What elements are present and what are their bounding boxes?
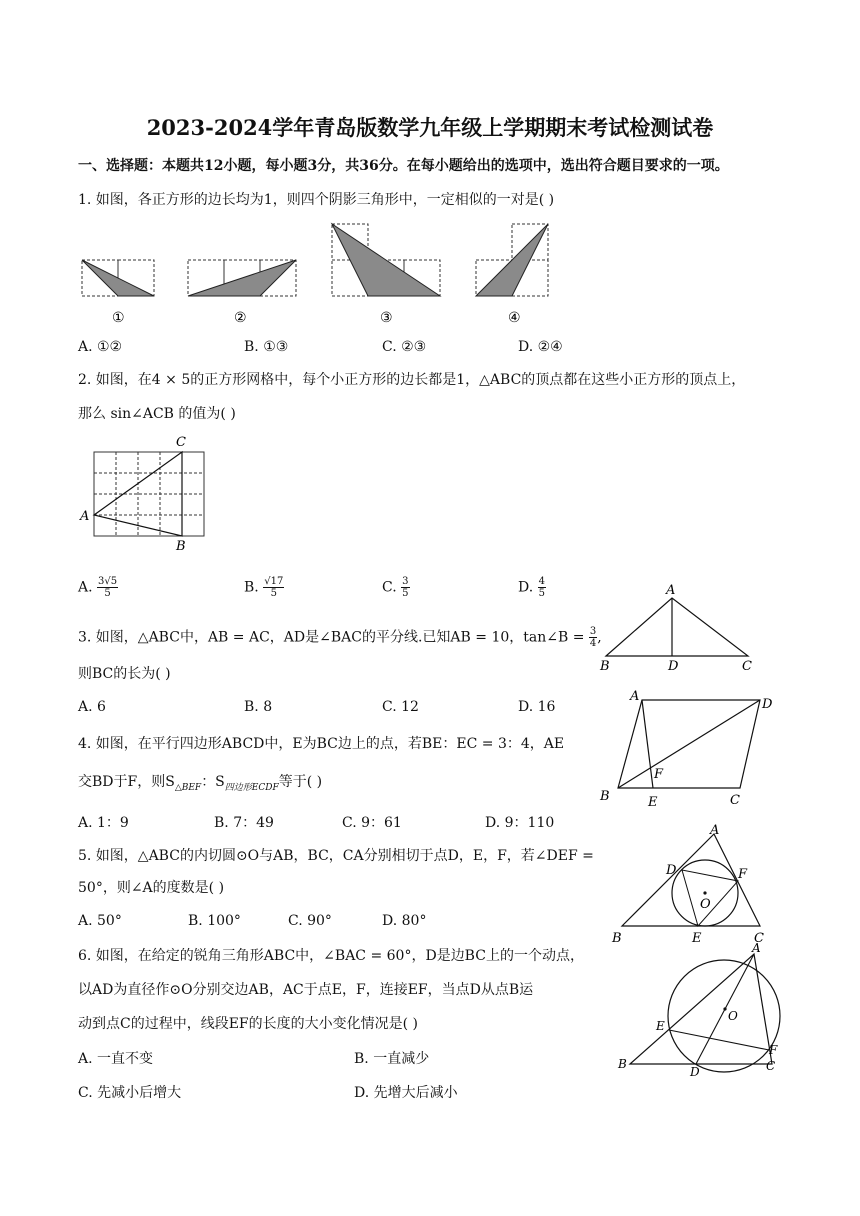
- q5-center-point: [703, 891, 706, 894]
- q2-option-b-den: 5: [270, 588, 277, 599]
- q4-sub-bef: △BEF: [174, 782, 202, 793]
- q1-option-c[interactable]: C. ②③: [382, 339, 427, 355]
- q1-triangle-2: [188, 260, 296, 296]
- q3-stem-end: ,: [597, 629, 602, 646]
- q2-option-c-label: C.: [382, 579, 397, 596]
- q2-label-c: C: [176, 435, 186, 450]
- q2-option-a-num: 3√5: [98, 576, 118, 587]
- q2-option-c-den: 5: [402, 588, 409, 599]
- q5-label-o: O: [700, 897, 711, 912]
- q2-option-b-label: B.: [244, 579, 259, 596]
- q4-option-b[interactable]: B. 7：49: [214, 815, 274, 831]
- q6-option-b[interactable]: B. 一直减少: [354, 1051, 430, 1067]
- q1-figure: [78, 218, 558, 330]
- q3-label-d: D: [668, 659, 679, 674]
- q6-label-o: O: [728, 1009, 738, 1023]
- q2-stem-line2: 那么 sin∠ACB 的值为( ): [78, 406, 236, 422]
- q5-option-a[interactable]: A. 50°: [78, 913, 122, 929]
- q5-figure: [604, 820, 774, 946]
- q5-label-a: A: [710, 823, 720, 838]
- q5-label-d: D: [666, 863, 677, 878]
- q2-label-a: A: [80, 509, 90, 524]
- q2-label-b: B: [176, 539, 186, 554]
- q3-stem-line2: 则BC的长为( ): [78, 666, 171, 682]
- q3-label-a: A: [666, 583, 676, 598]
- q5-label-b: B: [612, 931, 622, 946]
- q1-option-a[interactable]: A. ①②: [78, 339, 123, 355]
- q1-option-d[interactable]: D. ②④: [518, 339, 563, 355]
- q5-label-f: F: [738, 867, 748, 882]
- q3-stem-line1: [78, 626, 602, 649]
- q6-option-d[interactable]: D. 先增大后减小: [354, 1085, 458, 1101]
- q1-fig-label-3: ③: [380, 310, 393, 326]
- q4-stem-c: 等于( ): [278, 774, 323, 790]
- q1-fig-label-1: ①: [112, 310, 125, 326]
- q6-stem-line1: 6. 如图，在给定的锐角三角形ABC中，∠BAC = 60°，D是边BC上的一个动点，: [78, 948, 584, 964]
- q2-option-a[interactable]: [78, 576, 118, 599]
- q2-option-d[interactable]: [518, 576, 546, 599]
- q1-option-b[interactable]: B. ①③: [244, 339, 289, 355]
- q5-stem-line2: 50°，则∠A的度数是( ): [78, 880, 225, 896]
- q3-option-c[interactable]: C. 12: [382, 699, 419, 715]
- q5-option-b[interactable]: B. 100°: [188, 913, 241, 929]
- q4-label-e: E: [648, 795, 658, 810]
- q3-figure: [596, 580, 766, 674]
- q3-option-a[interactable]: A. 6: [78, 699, 106, 715]
- q2-figure: [78, 432, 218, 556]
- q4-option-d[interactable]: D. 9：110: [485, 815, 555, 831]
- q4-label-a: A: [630, 689, 640, 704]
- q6-label-e: E: [656, 1019, 665, 1033]
- q2-option-d-fraction: [538, 576, 546, 599]
- q2-option-b-fraction: [263, 576, 284, 599]
- section-heading: 一、选择题：本题共12小题，每小题3分，共36分。在每小题给出的选项中，选出符合题目要求的一项。: [78, 158, 729, 174]
- q6-label-d: D: [690, 1065, 700, 1079]
- q4-segment-ae: [642, 700, 653, 788]
- q2-option-c-num: 3: [402, 576, 409, 587]
- q6-center-point: [723, 1007, 726, 1010]
- q2-option-c-fraction: [401, 576, 409, 599]
- q3-tan-den: 4: [589, 638, 597, 649]
- q6-label-c: C: [766, 1059, 776, 1073]
- q1-stem: 1. 如图，各正方形的边长均为1，则四个阴影三角形中，一定相似的一对是( ): [78, 192, 555, 208]
- q1-fig-label-4: ④: [508, 310, 521, 326]
- q6-segment-ef: [669, 1030, 769, 1050]
- q3-option-d[interactable]: D. 16: [518, 699, 556, 715]
- q4-label-d: D: [762, 697, 773, 712]
- q6-option-c[interactable]: C. 先减小后增大: [78, 1085, 182, 1101]
- q4-stem-line2: [78, 772, 322, 798]
- q5-label-e: E: [692, 931, 702, 946]
- q6-option-a[interactable]: A. 一直不变: [78, 1051, 154, 1067]
- q4-label-b: B: [600, 789, 610, 804]
- q2-option-a-den: 5: [104, 588, 111, 599]
- q3-stem-text: 3. 如图，△ABC中，AB = AC，AD是∠BAC的平分线.已知AB = 10，tan∠B =: [78, 629, 585, 646]
- q4-stem-line1: 4. 如图，在平行四边形ABCD中，E为BC边上的点，若BE：EC = 3：4，AE: [78, 736, 565, 752]
- page-title: 2023-2024学年青岛版数学九年级上学期期末考试检测试卷: [146, 115, 714, 140]
- q2-option-c[interactable]: [382, 576, 410, 599]
- q6-label-a: A: [752, 941, 761, 955]
- q4-stem-b: ：S: [201, 774, 225, 790]
- q1-fig-label-2: ②: [234, 310, 247, 326]
- q6-label-b: B: [618, 1057, 627, 1071]
- q6-figure: [612, 940, 792, 1080]
- q5-stem-line1: 5. 如图，△ABC的内切圆⊙O与AB，BC，CA分别相切于点D，E，F，若∠DEF =: [78, 848, 594, 864]
- q2-option-a-fraction: [97, 576, 118, 599]
- q6-stem-line3: 动到点C的过程中，线段EF的长度的大小变化情况是( ): [78, 1016, 419, 1032]
- q2-option-b-num: √17: [264, 576, 284, 587]
- q2-option-d-den: 5: [538, 588, 546, 599]
- q3-label-c: C: [742, 659, 752, 674]
- q4-sub-ecdf: 四边形ECDF: [224, 782, 279, 793]
- q2-option-d-num: 4: [538, 576, 546, 587]
- q3-label-b: B: [600, 659, 610, 674]
- q3-tan-num: 3: [589, 626, 597, 637]
- q2-option-d-label: D.: [518, 579, 534, 596]
- q6-label-f: F: [769, 1043, 778, 1057]
- q4-option-c[interactable]: C. 9：61: [342, 815, 402, 831]
- q5-label-c: C: [754, 931, 764, 946]
- q6-stem-line2: 以AD为直径作⊙O分别交边AB，AC于点E，F，连接EF，当点D从点B运: [78, 982, 534, 998]
- q4-label-f: F: [654, 767, 664, 782]
- q3-option-b[interactable]: B. 8: [244, 699, 273, 715]
- q5-option-c[interactable]: C. 90°: [288, 913, 332, 929]
- q3-triangle-abc: [606, 598, 748, 656]
- q6-triangle-abc: [630, 954, 772, 1064]
- q2-option-b[interactable]: [244, 576, 284, 599]
- q4-stem-a: 交BD于F，则S: [78, 774, 175, 790]
- q4-figure: [596, 688, 786, 812]
- q4-diagonal-bd: [618, 700, 760, 788]
- q2-stem-line1: 2. 如图，在4 × 5的正方形网格中，每个小正方形的边长都是1，△ABC的顶点都在这些小正方形的顶点上，: [78, 372, 746, 388]
- q4-option-a[interactable]: A. 1：9: [78, 815, 129, 831]
- q2-option-a-label: A.: [78, 579, 93, 596]
- q4-label-c: C: [730, 793, 740, 808]
- q5-option-d[interactable]: D. 80°: [382, 913, 427, 929]
